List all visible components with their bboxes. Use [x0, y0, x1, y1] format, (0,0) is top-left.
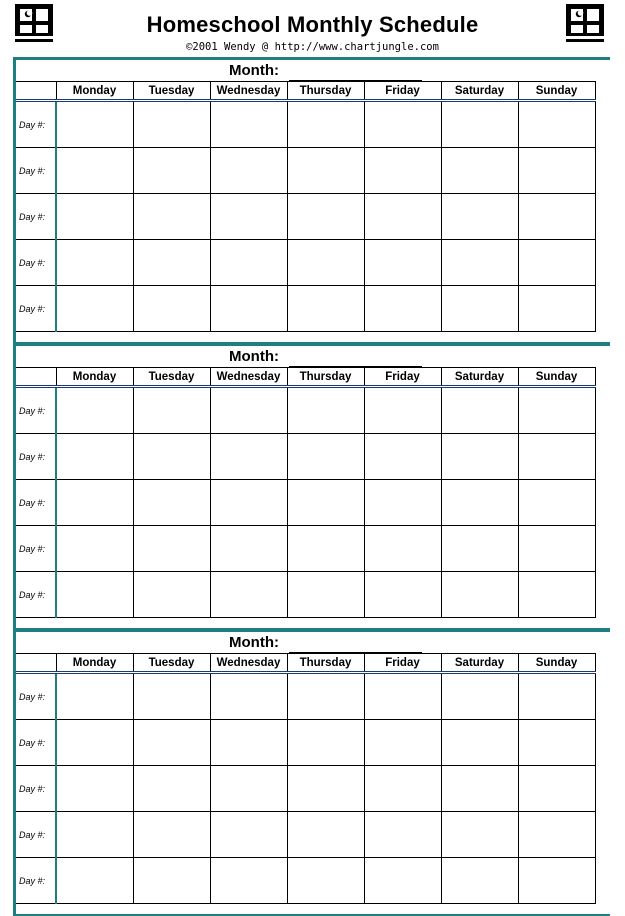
schedule-cell[interactable] [210, 673, 287, 720]
schedule-cell[interactable] [210, 572, 287, 618]
schedule-cell[interactable] [210, 526, 287, 572]
day-header-row [16, 654, 595, 673]
day-header: Monday [56, 654, 133, 673]
schedule-cell[interactable] [441, 101, 518, 148]
page-title: Homeschool Monthly Schedule [146, 12, 479, 37]
copyright-line: ©2001 Wendy @ http://www.chartjungle.com [186, 41, 439, 53]
day-number-label: Day #: [16, 673, 56, 720]
schedule-cell[interactable] [441, 434, 518, 480]
day-number-label: Day #: [16, 286, 56, 332]
day-number-label: Day #: [16, 720, 56, 766]
day-number-label: Day #: [16, 240, 56, 286]
day-header: Wednesday [210, 82, 287, 101]
schedule-cell[interactable] [210, 766, 287, 812]
day-header: Thursday [287, 82, 364, 101]
schedule-cell[interactable] [133, 387, 210, 434]
week-row [16, 480, 595, 526]
schedule-cell[interactable] [518, 572, 595, 618]
day-number-label: Day #: [16, 148, 56, 194]
schedule-cell[interactable] [518, 101, 595, 148]
schedule-cell[interactable] [210, 812, 287, 858]
schedule-cell[interactable] [287, 858, 364, 904]
schedule-cell[interactable] [441, 387, 518, 434]
schedule-cell[interactable] [441, 148, 518, 194]
month-row [13, 632, 610, 653]
schedule-cell[interactable] [441, 194, 518, 240]
day-header: Tuesday [133, 654, 210, 673]
schedule-cell[interactable] [518, 673, 595, 720]
day-header: Thursday [287, 368, 364, 387]
schedule-cell[interactable] [364, 526, 441, 572]
schedule-cell[interactable] [364, 480, 441, 526]
schedule-cell[interactable] [287, 673, 364, 720]
day-header: Saturday [441, 82, 518, 101]
schedule-cell[interactable] [56, 148, 133, 194]
schedule-cell[interactable] [364, 434, 441, 480]
schedule-cell[interactable] [56, 434, 133, 480]
schedule-cell[interactable] [364, 858, 441, 904]
schedule-cell[interactable] [441, 240, 518, 286]
schedule-cell[interactable] [518, 434, 595, 480]
schedule-cell[interactable] [287, 387, 364, 434]
week-row [16, 148, 595, 194]
schedule-cell[interactable] [133, 434, 210, 480]
schedule-cell[interactable] [287, 148, 364, 194]
schedule-cell[interactable] [287, 812, 364, 858]
day-number-label: Day #: [16, 194, 56, 240]
schedule-cell[interactable] [364, 572, 441, 618]
schedule-cell[interactable] [56, 720, 133, 766]
day-header: Tuesday [133, 368, 210, 387]
schedule-cell[interactable] [518, 286, 595, 332]
schedule-cell[interactable] [441, 526, 518, 572]
schedule-grid [16, 367, 596, 618]
day-number-label: Day #: [16, 572, 56, 618]
schedule-cell[interactable] [287, 766, 364, 812]
month-row [13, 60, 610, 81]
schedule-cell[interactable] [518, 720, 595, 766]
schedule-cell[interactable] [441, 572, 518, 618]
day-header: Sunday [518, 82, 595, 101]
schedule-cell[interactable] [133, 240, 210, 286]
week-row [16, 673, 595, 720]
schedule-cell[interactable] [133, 148, 210, 194]
day-header: Sunday [518, 368, 595, 387]
month-row [13, 346, 610, 367]
schedule-cell[interactable] [364, 148, 441, 194]
day-number-label: Day #: [16, 387, 56, 434]
schedule-cell[interactable] [133, 812, 210, 858]
schedule-cell[interactable] [364, 101, 441, 148]
month-label: Month: [229, 634, 279, 651]
week-row [16, 720, 595, 766]
day-header: Tuesday [133, 82, 210, 101]
schedule-cell[interactable] [364, 766, 441, 812]
schedule-cell[interactable] [56, 286, 133, 332]
schedule-cell[interactable] [287, 480, 364, 526]
schedule-cell[interactable] [518, 387, 595, 434]
schedule-cell[interactable] [287, 526, 364, 572]
month-block [13, 343, 610, 630]
schedule-cell[interactable] [364, 240, 441, 286]
day-header: Wednesday [210, 654, 287, 673]
week-row [16, 526, 595, 572]
schedule-cell[interactable] [287, 286, 364, 332]
schedule-cell[interactable] [56, 194, 133, 240]
month-block [13, 57, 610, 344]
schedule-cell[interactable] [210, 240, 287, 286]
week-row [16, 240, 595, 286]
day-number-label: Day #: [16, 766, 56, 812]
schedule-cell[interactable] [364, 673, 441, 720]
day-header: Sunday [518, 654, 595, 673]
week-row [16, 434, 595, 480]
day-number-label: Day #: [16, 434, 56, 480]
schedule-cell[interactable] [287, 720, 364, 766]
schedule-cell[interactable] [56, 240, 133, 286]
week-row [16, 572, 595, 618]
week-row [16, 858, 595, 904]
schedule-cell[interactable] [441, 673, 518, 720]
schedule-cell[interactable] [364, 286, 441, 332]
schedule-cell[interactable] [287, 572, 364, 618]
schedule-cell[interactable] [518, 148, 595, 194]
schedule-cell[interactable] [441, 286, 518, 332]
schedule-cell[interactable] [210, 480, 287, 526]
day-number-label: Day #: [16, 812, 56, 858]
schedule-cell[interactable] [364, 720, 441, 766]
schedule-cell[interactable] [133, 572, 210, 618]
week-row [16, 101, 595, 148]
schedule-cell[interactable] [518, 194, 595, 240]
schedule-cell[interactable] [56, 766, 133, 812]
schedule-cell[interactable] [518, 766, 595, 812]
schedule-cell[interactable] [364, 812, 441, 858]
day-number-label: Day #: [16, 858, 56, 904]
corner-cell [16, 368, 56, 387]
schedule-cell[interactable] [364, 194, 441, 240]
day-header: Monday [56, 368, 133, 387]
schedule-cell[interactable] [441, 812, 518, 858]
schedule-cell[interactable] [56, 858, 133, 904]
schedule-cell[interactable] [133, 286, 210, 332]
corner-cell [16, 654, 56, 673]
schedule-cell[interactable] [133, 480, 210, 526]
schedule-cell[interactable] [56, 812, 133, 858]
day-number-label: Day #: [16, 526, 56, 572]
week-row [16, 194, 595, 240]
schedule-cell[interactable] [56, 572, 133, 618]
schedule-grid [16, 81, 596, 332]
schedule-cell[interactable] [56, 480, 133, 526]
day-header: Wednesday [210, 368, 287, 387]
day-header: Friday [364, 368, 441, 387]
day-header-row [16, 368, 595, 387]
day-header: Saturday [441, 368, 518, 387]
schedule-cell[interactable] [133, 858, 210, 904]
week-row [16, 387, 595, 434]
week-row [16, 812, 595, 858]
schedule-cell[interactable] [441, 858, 518, 904]
schedule-cell[interactable] [518, 240, 595, 286]
schedule-cell[interactable] [210, 148, 287, 194]
schedule-cell[interactable] [56, 387, 133, 434]
schedule-cell[interactable] [518, 480, 595, 526]
schedule-cell[interactable] [441, 480, 518, 526]
schedule-cell[interactable] [518, 858, 595, 904]
schedule-cell[interactable] [210, 387, 287, 434]
schedule-cell[interactable] [287, 434, 364, 480]
schedule-cell[interactable] [133, 673, 210, 720]
day-number-label: Day #: [16, 480, 56, 526]
corner-cell [16, 82, 56, 101]
week-row [16, 766, 595, 812]
schedule-cell[interactable] [56, 526, 133, 572]
schedule-cell[interactable] [287, 194, 364, 240]
day-header: Saturday [441, 654, 518, 673]
schedule-cell[interactable] [133, 720, 210, 766]
month-label: Month: [229, 348, 279, 365]
schedule-cell[interactable] [210, 434, 287, 480]
day-header: Monday [56, 82, 133, 101]
schedule-cell[interactable] [133, 766, 210, 812]
week-row [16, 286, 595, 332]
schedule-cell[interactable] [441, 720, 518, 766]
schedule-cell[interactable] [133, 194, 210, 240]
schedule-cell[interactable] [210, 720, 287, 766]
schedule-cell[interactable] [441, 766, 518, 812]
schedule-cell[interactable] [210, 286, 287, 332]
day-header: Friday [364, 82, 441, 101]
day-header-row [16, 82, 595, 101]
month-block [13, 629, 610, 916]
schedule-grid [16, 653, 596, 904]
schedule-cell[interactable] [133, 101, 210, 148]
day-header: Friday [364, 654, 441, 673]
schedule-cell[interactable] [210, 194, 287, 240]
schedule-cell[interactable] [364, 387, 441, 434]
day-header: Thursday [287, 654, 364, 673]
schedule-cell[interactable] [287, 101, 364, 148]
schedule-cell[interactable] [287, 240, 364, 286]
schedule-cell[interactable] [518, 526, 595, 572]
schedule-cell[interactable] [210, 858, 287, 904]
schedule-cell[interactable] [210, 101, 287, 148]
schedule-cell[interactable] [518, 812, 595, 858]
schedule-cell[interactable] [133, 526, 210, 572]
day-number-label: Day #: [16, 101, 56, 148]
schedule-cell[interactable] [56, 101, 133, 148]
month-label: Month: [229, 62, 279, 79]
schedule-cell[interactable] [56, 673, 133, 720]
